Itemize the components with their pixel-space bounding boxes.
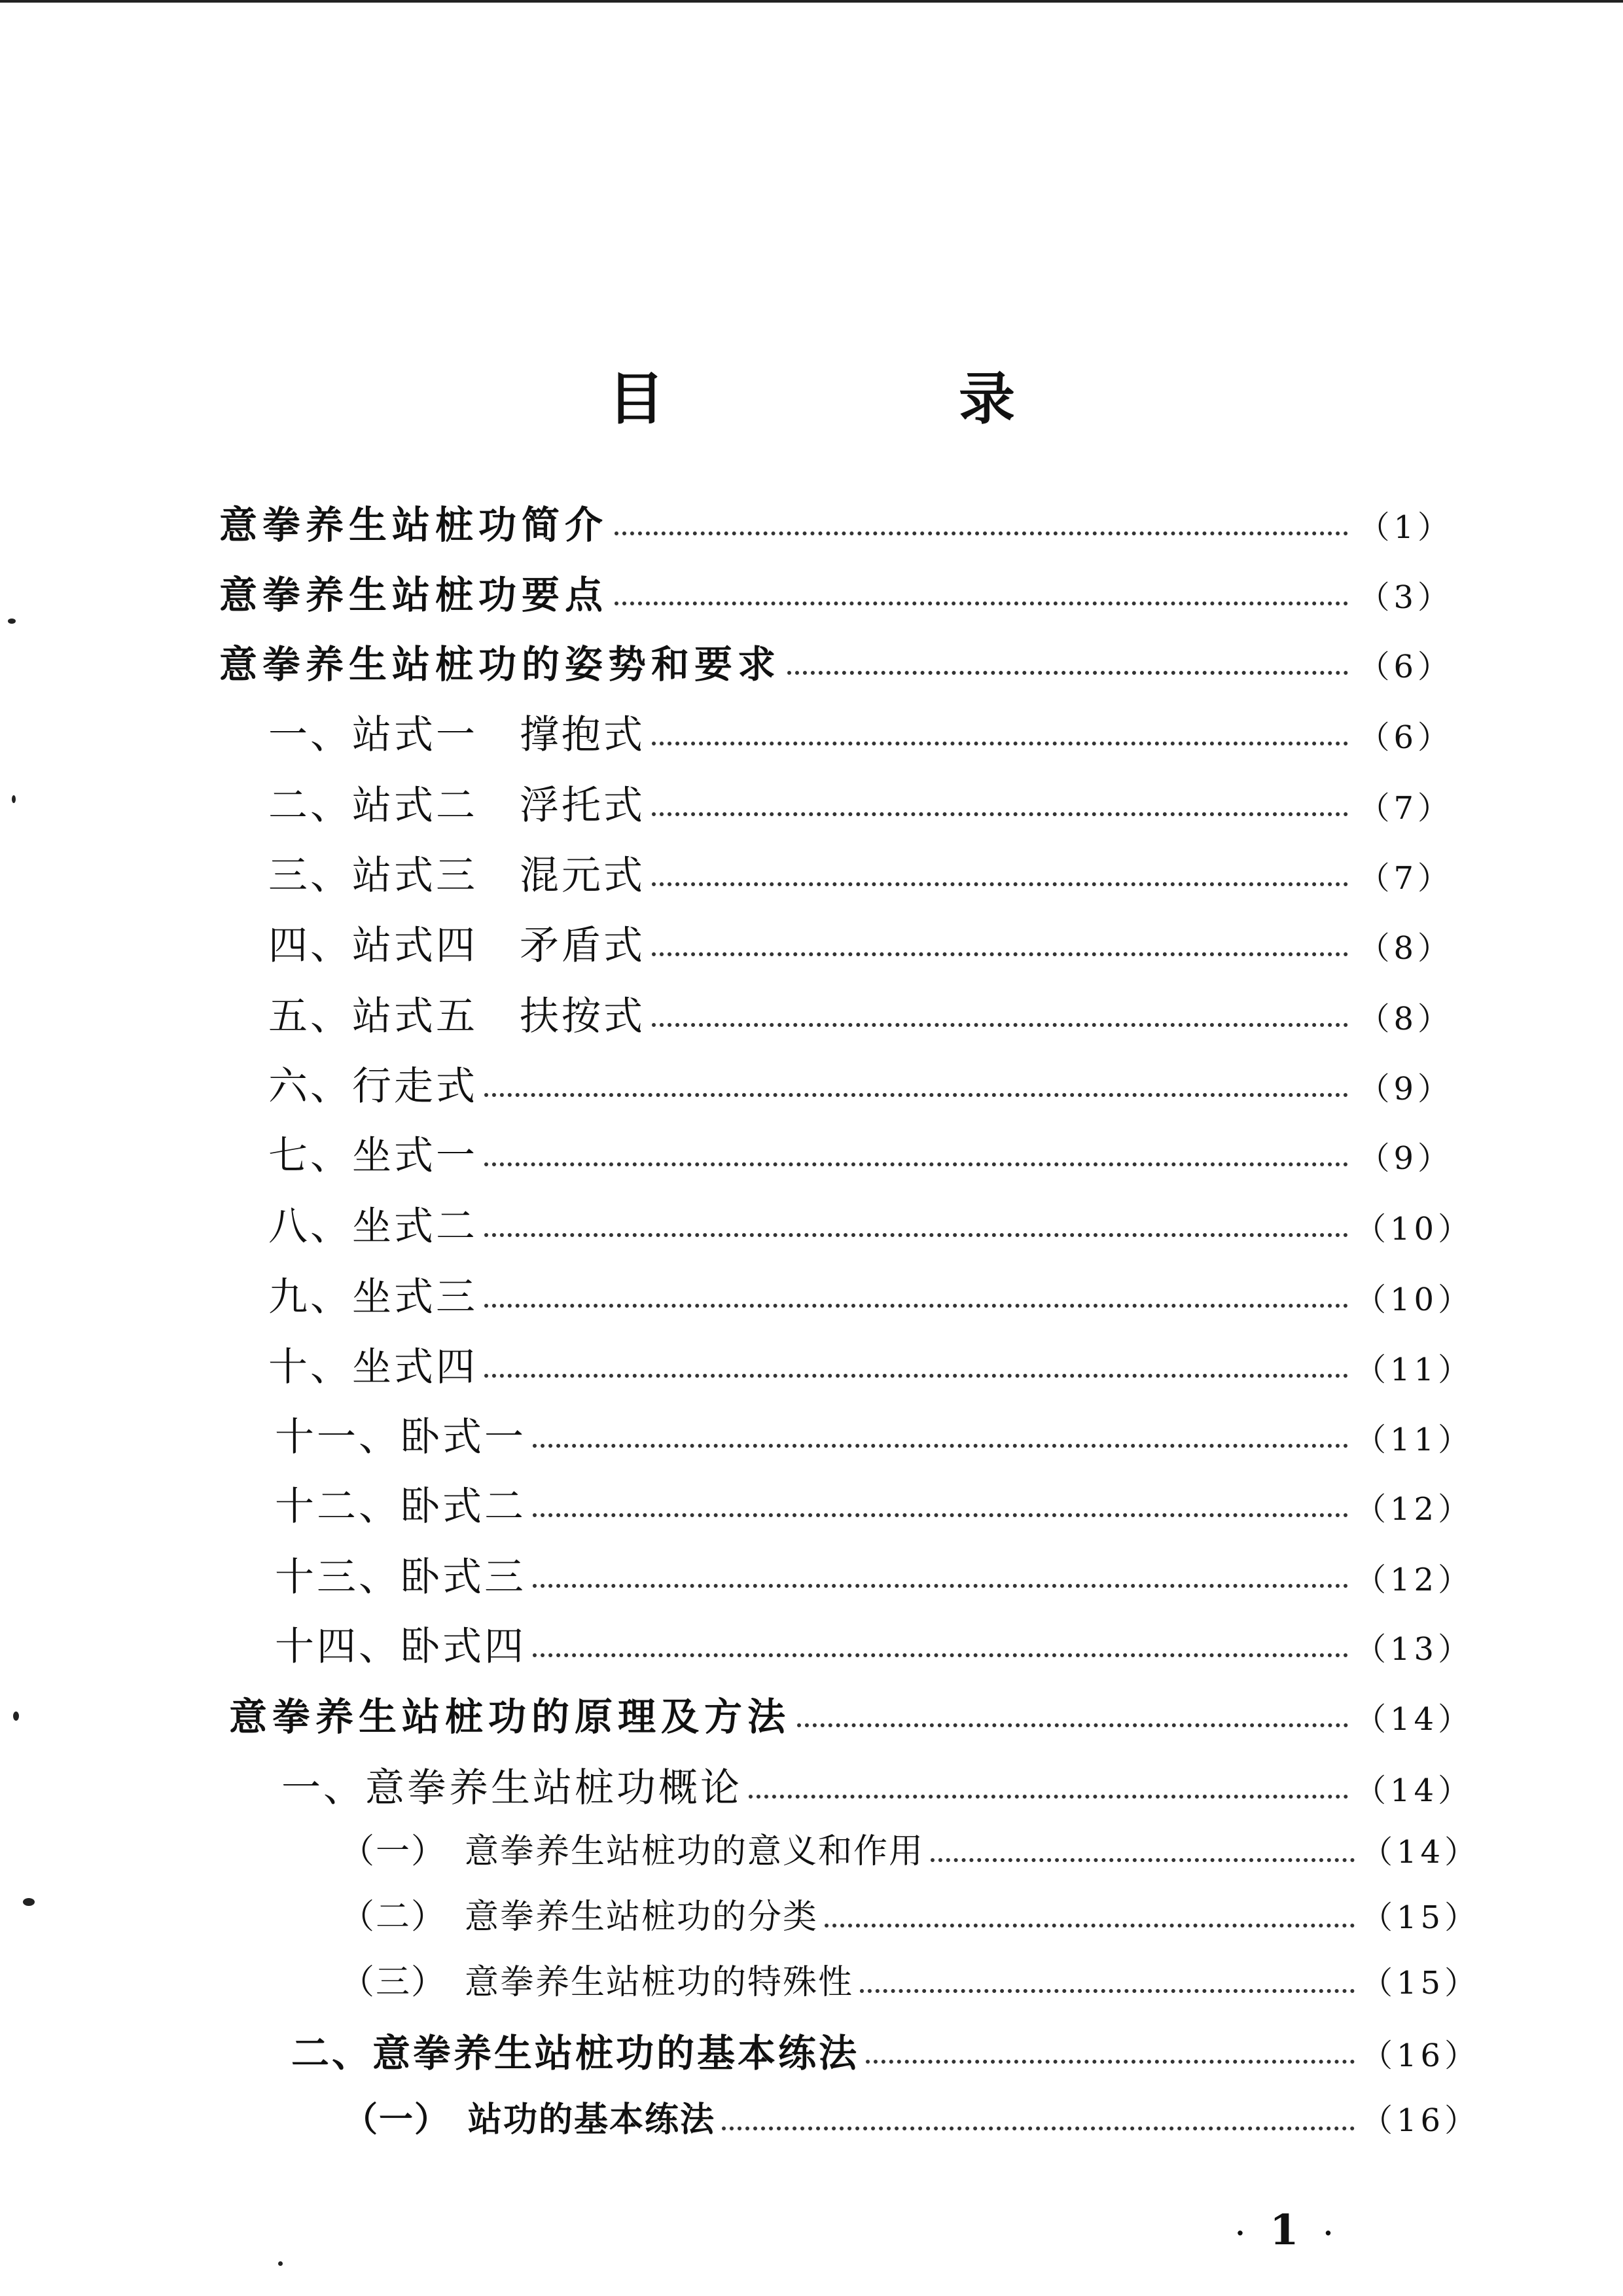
toc-entry[interactable] (268, 1336, 1474, 1392)
toc-entry[interactable] (268, 1195, 1474, 1251)
toc-entry-label: 意拳养生站桩功的姿势和要求 (219, 642, 781, 687)
toc-entry-label: 意拳养生站桩功要点 (219, 573, 609, 617)
toc-entry-page: （1） (1358, 509, 1453, 546)
leader-dots (652, 1023, 1348, 1027)
toc-entry-page: （10） (1355, 1282, 1474, 1318)
toc-entry-page: （11） (1355, 1352, 1474, 1388)
toc-entry-page: （14） (1355, 1772, 1474, 1809)
toc-entry-page: （12） (1355, 1491, 1474, 1528)
toc-entry[interactable] (268, 774, 1453, 831)
toc-entry-label: 十一、卧式一 (275, 1414, 526, 1460)
toc-entry-page: （8） (1358, 930, 1453, 967)
leader-dots (652, 812, 1348, 816)
toc-entry-label: （二） 意拳养生站桩功的分类 (340, 1897, 819, 1937)
toc-entry[interactable] (275, 1475, 1474, 1532)
toc-entry-page: （14） (1361, 1834, 1480, 1871)
toc-entry-page: （15） (1361, 1899, 1480, 1936)
toc-entry-page: （15） (1361, 1965, 1480, 2001)
toc-entry-page: （9） (1358, 1071, 1453, 1107)
toc-entry-label: 七、坐式一 (268, 1133, 478, 1179)
toc-entry[interactable] (340, 1889, 1480, 1938)
toc-entry-label: 十、坐式四 (268, 1344, 478, 1390)
toc-entry-label: 九、坐式三 (268, 1274, 478, 1320)
leader-dots (652, 882, 1348, 886)
toc-entry-page: （3） (1358, 579, 1453, 616)
toc-entry-page: （6） (1358, 649, 1453, 685)
toc-entry-page: （7） (1358, 860, 1453, 897)
leader-dots (484, 1093, 1348, 1097)
toc-entry-label: 一、站式一 撑抱式 (268, 712, 645, 758)
toc-entry-label: 十二、卧式二 (275, 1484, 526, 1530)
leader-dots (484, 1233, 1348, 1237)
toc-entry[interactable] (219, 564, 1453, 619)
leader-dots (931, 1858, 1355, 1862)
scan-speck (13, 1712, 19, 1721)
toc-entry-page: （7） (1358, 790, 1453, 827)
toc-entry-label: 三、站式三 混元式 (268, 853, 645, 899)
scan-speck (8, 619, 16, 624)
toc-entry-page: （13） (1355, 1631, 1474, 1668)
toc-entry-label: （一） 站功的基本练法 (344, 2100, 716, 2140)
toc-entry[interactable] (275, 1546, 1474, 1602)
scan-speck (23, 1898, 35, 1906)
toc-entry-label: （三） 意拳养生站桩功的特殊性 (340, 1963, 854, 2002)
toc-entry-page: （12） (1355, 1562, 1474, 1598)
leader-dots (533, 1653, 1348, 1657)
toc-entry-page: （14） (1355, 1701, 1474, 1738)
page-footer (1211, 2206, 1357, 2255)
page-title: 目 录 (608, 367, 1152, 432)
leader-dots (749, 1795, 1348, 1799)
toc-entry-page: （16） (1361, 2037, 1480, 2074)
toc-entry[interactable] (229, 1686, 1474, 1741)
toc-entry[interactable] (268, 985, 1453, 1041)
leader-dots (797, 1723, 1348, 1727)
leader-dots (533, 1513, 1348, 1517)
toc-entry-label: 意拳养生站桩功简介 (219, 503, 609, 547)
toc-entry-page: （8） (1358, 1001, 1453, 1037)
leader-dots (652, 952, 1348, 956)
toc-entry-label: 四、站式四 矛盾式 (268, 923, 645, 969)
toc-entry-label: 六、行走式 (268, 1064, 478, 1109)
scan-speck (278, 2261, 283, 2266)
footer-bullet-right: · (1323, 2218, 1333, 2249)
footer-bullet-left: · (1236, 2218, 1245, 2249)
toc-entry-page: （11） (1355, 1422, 1474, 1458)
leader-dots (615, 601, 1348, 605)
toc-entry[interactable] (268, 1055, 1453, 1111)
toc-entry[interactable] (268, 1266, 1474, 1322)
toc-entry[interactable] (281, 1757, 1474, 1813)
toc-entry-page: （16） (1361, 2102, 1480, 2139)
leader-dots (484, 1374, 1348, 1378)
leader-dots (484, 1162, 1348, 1166)
scan-speck (12, 795, 16, 803)
leader-dots (533, 1584, 1348, 1588)
toc-entry-label: 二、站式二 浮托式 (268, 783, 645, 829)
toc-entry[interactable] (275, 1615, 1474, 1672)
toc-entry-label: 十四、卧式四 (275, 1624, 526, 1670)
leader-dots (652, 742, 1348, 745)
toc-entry-page: （10） (1355, 1211, 1474, 1247)
toc-entry[interactable] (219, 494, 1453, 549)
leader-dots (722, 2126, 1355, 2130)
leader-dots (860, 1989, 1355, 1993)
toc-entry[interactable] (291, 2022, 1480, 2077)
toc-entry[interactable] (344, 2092, 1480, 2141)
toc-entry[interactable] (219, 634, 1453, 689)
toc-entry[interactable] (268, 844, 1453, 901)
toc-entry[interactable] (340, 1954, 1480, 2003)
toc-entry-label: 一、意拳养生站桩功概论 (281, 1765, 742, 1811)
toc-entry-label: 十三、卧式三 (275, 1554, 526, 1600)
toc-entry-page: （9） (1358, 1140, 1453, 1177)
leader-dots (787, 671, 1348, 675)
toc-entry[interactable] (275, 1406, 1474, 1462)
leader-dots (615, 531, 1348, 535)
page-number: 1 (1269, 2206, 1299, 2255)
toc-entry-page: （6） (1358, 719, 1453, 756)
toc-entry[interactable] (340, 1823, 1480, 1873)
toc-entry-label: （一） 意拳养生站桩功的意义和作用 (340, 1832, 925, 1871)
toc-entry-label: 五、站式五 扶按式 (268, 994, 645, 1039)
leader-dots (866, 2060, 1355, 2064)
toc-entry[interactable] (268, 1124, 1453, 1181)
leader-dots (533, 1444, 1348, 1448)
leader-dots (484, 1304, 1348, 1308)
toc-entry[interactable] (268, 914, 1453, 971)
toc-entry[interactable] (268, 704, 1453, 760)
toc-entry-label: 八、坐式二 (268, 1204, 478, 1249)
leader-dots (825, 1924, 1355, 1928)
toc-entry-label: 二、意拳养生站桩功的基本练法 (291, 2031, 860, 2075)
toc-entry-label: 意拳养生站桩功的原理及方法 (229, 1695, 791, 1739)
